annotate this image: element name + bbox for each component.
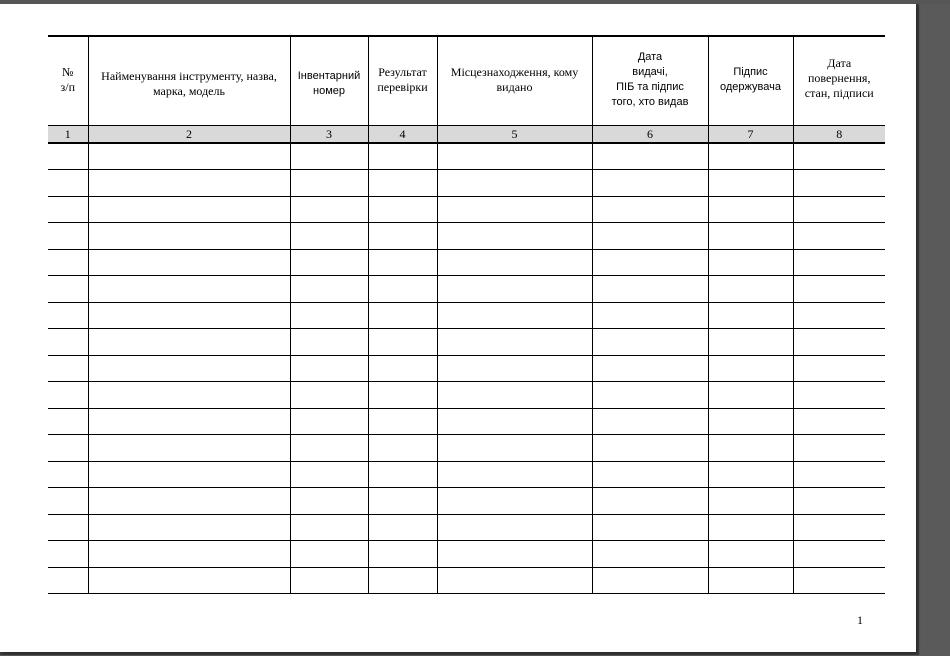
header-cell-inventory-number: Інвентарний номер — [290, 36, 368, 125]
column-number: 6 — [592, 125, 708, 143]
table-row — [48, 223, 885, 250]
table-cell — [437, 249, 592, 276]
table-cell — [88, 276, 290, 303]
table-cell — [708, 541, 793, 568]
table-row — [48, 329, 885, 356]
table-cell — [437, 408, 592, 435]
table-cell — [437, 170, 592, 197]
table-row — [48, 170, 885, 197]
table-row — [48, 196, 885, 223]
table-cell — [793, 223, 885, 250]
table-row — [48, 302, 885, 329]
table-cell — [592, 329, 708, 356]
table-cell — [437, 143, 592, 170]
header-cell-return-date: Дата повернення, стан, підписи — [793, 36, 885, 125]
table-cell — [793, 196, 885, 223]
table-cell — [368, 302, 437, 329]
table-cell — [793, 355, 885, 382]
table-cell — [437, 355, 592, 382]
table-cell — [368, 408, 437, 435]
table-cell — [437, 567, 592, 594]
table-cell — [88, 382, 290, 409]
table-cell — [708, 567, 793, 594]
table-cell — [793, 408, 885, 435]
table-cell — [708, 329, 793, 356]
table-row — [48, 514, 885, 541]
column-number: 3 — [290, 125, 368, 143]
table-cell — [290, 382, 368, 409]
column-number: 2 — [88, 125, 290, 143]
table-header-row — [48, 36, 885, 125]
table-cell — [437, 541, 592, 568]
table-cell — [48, 249, 88, 276]
header-cell-recipient-signature: Підпис одержувача — [708, 36, 793, 125]
table-cell — [793, 170, 885, 197]
table-cell — [48, 514, 88, 541]
table-cell — [592, 302, 708, 329]
table-cell — [290, 488, 368, 515]
table-cell — [708, 461, 793, 488]
table-cell — [48, 435, 88, 462]
table-row — [48, 143, 885, 170]
table-cell — [592, 143, 708, 170]
table-cell — [290, 329, 368, 356]
table-cell — [368, 170, 437, 197]
table-cell — [88, 196, 290, 223]
header-cell-location: Місцезнаходження, кому видано — [437, 36, 592, 125]
table-cell — [368, 461, 437, 488]
header-cell-instrument-name: Найменування інструменту, назва, марка, модель — [88, 36, 290, 125]
table-cell — [708, 249, 793, 276]
table-cell — [708, 514, 793, 541]
table-cell — [437, 514, 592, 541]
table-cell — [290, 249, 368, 276]
column-number: 4 — [368, 125, 437, 143]
table-cell — [88, 170, 290, 197]
table-cell — [290, 435, 368, 462]
table-cell — [437, 276, 592, 303]
table-cell — [48, 567, 88, 594]
table-cell — [592, 170, 708, 197]
table-row — [48, 355, 885, 382]
table-cell — [48, 408, 88, 435]
table-cell — [368, 276, 437, 303]
table-cell — [592, 488, 708, 515]
table-cell — [708, 435, 793, 462]
table-cell — [708, 302, 793, 329]
table-cell — [290, 514, 368, 541]
table-cell — [437, 382, 592, 409]
table-cell — [708, 143, 793, 170]
table-row — [48, 276, 885, 303]
column-number: 1 — [48, 125, 88, 143]
table-cell — [368, 355, 437, 382]
column-number: 7 — [708, 125, 793, 143]
table-cell — [592, 541, 708, 568]
table-cell — [368, 223, 437, 250]
table-cell — [88, 143, 290, 170]
table-cell — [88, 461, 290, 488]
table-cell — [793, 541, 885, 568]
table-body — [48, 143, 885, 594]
table-cell — [708, 170, 793, 197]
column-number: 5 — [437, 125, 592, 143]
table-cell — [708, 488, 793, 515]
table-cell — [368, 514, 437, 541]
header-cell-issue-date: Дата видачі, ПІБ та підпис того, хто видав — [592, 36, 708, 125]
table-cell — [48, 355, 88, 382]
table-row — [48, 567, 885, 594]
page-shadow — [916, 4, 919, 654]
table-cell — [793, 276, 885, 303]
table-cell — [368, 196, 437, 223]
table-row — [48, 249, 885, 276]
table-row — [48, 461, 885, 488]
table-cell — [793, 302, 885, 329]
table-row — [48, 488, 885, 515]
table-cell — [793, 567, 885, 594]
table-cell — [88, 302, 290, 329]
table-cell — [368, 435, 437, 462]
table-cell — [48, 488, 88, 515]
table-cell — [592, 382, 708, 409]
table-row — [48, 435, 885, 462]
table-cell — [592, 567, 708, 594]
page-shadow — [0, 652, 919, 655]
table-cell — [793, 382, 885, 409]
table-cell — [48, 461, 88, 488]
table-cell — [708, 382, 793, 409]
table-cell — [48, 196, 88, 223]
table-cell — [592, 461, 708, 488]
table-cell — [88, 488, 290, 515]
table-cell — [793, 329, 885, 356]
table-cell — [708, 276, 793, 303]
table-cell — [592, 223, 708, 250]
table-cell — [290, 170, 368, 197]
table-row — [48, 541, 885, 568]
table-cell — [48, 302, 88, 329]
table-cell — [290, 408, 368, 435]
table-cell — [290, 567, 368, 594]
table-cell — [48, 276, 88, 303]
table-cell — [368, 541, 437, 568]
table-cell — [592, 249, 708, 276]
table-row — [48, 408, 885, 435]
table-cell — [88, 408, 290, 435]
table-cell — [592, 514, 708, 541]
table-cell — [592, 435, 708, 462]
table-cell — [368, 488, 437, 515]
table-cell — [437, 461, 592, 488]
table-cell — [793, 143, 885, 170]
table-cell — [437, 488, 592, 515]
table-cell — [793, 249, 885, 276]
table-cell — [592, 276, 708, 303]
table-cell — [708, 223, 793, 250]
table-cell — [48, 329, 88, 356]
table-cell — [48, 143, 88, 170]
table-cell — [793, 461, 885, 488]
table-cell — [708, 408, 793, 435]
table-cell — [793, 435, 885, 462]
table-cell — [290, 223, 368, 250]
column-number: 8 — [793, 125, 885, 143]
table-row — [48, 382, 885, 409]
table-cell — [48, 170, 88, 197]
table-cell — [88, 355, 290, 382]
table-cell — [88, 435, 290, 462]
document-page — [0, 4, 916, 652]
table-cell — [48, 223, 88, 250]
table-cell — [368, 249, 437, 276]
table-cell — [88, 329, 290, 356]
table-cell — [290, 196, 368, 223]
table-cell — [290, 461, 368, 488]
table-cell — [368, 382, 437, 409]
table-cell — [368, 143, 437, 170]
table-cell — [290, 276, 368, 303]
table-cell — [437, 223, 592, 250]
table-cell — [88, 249, 290, 276]
table-cell — [48, 382, 88, 409]
table-cell — [708, 355, 793, 382]
table-cell — [88, 223, 290, 250]
table-cell — [437, 435, 592, 462]
table-cell — [368, 329, 437, 356]
table-cell — [88, 514, 290, 541]
table-cell — [708, 196, 793, 223]
table-cell — [437, 329, 592, 356]
table-cell — [290, 355, 368, 382]
table-cell — [368, 567, 437, 594]
page-number: 1 — [857, 613, 863, 627]
table-cell — [437, 196, 592, 223]
table-cell — [290, 541, 368, 568]
table-cell — [290, 143, 368, 170]
header-cell-number: № з/п — [48, 36, 88, 125]
table-cell — [592, 408, 708, 435]
header-cell-check-result: Результат перевірки — [368, 36, 437, 125]
table-cell — [88, 541, 290, 568]
column-number-row — [48, 125, 885, 143]
table-cell — [437, 302, 592, 329]
journal-table — [48, 35, 885, 594]
table-cell — [592, 355, 708, 382]
table-cell — [48, 541, 88, 568]
table-cell — [793, 488, 885, 515]
table-cell — [88, 567, 290, 594]
table-cell — [793, 514, 885, 541]
table-cell — [592, 196, 708, 223]
table-cell — [290, 302, 368, 329]
